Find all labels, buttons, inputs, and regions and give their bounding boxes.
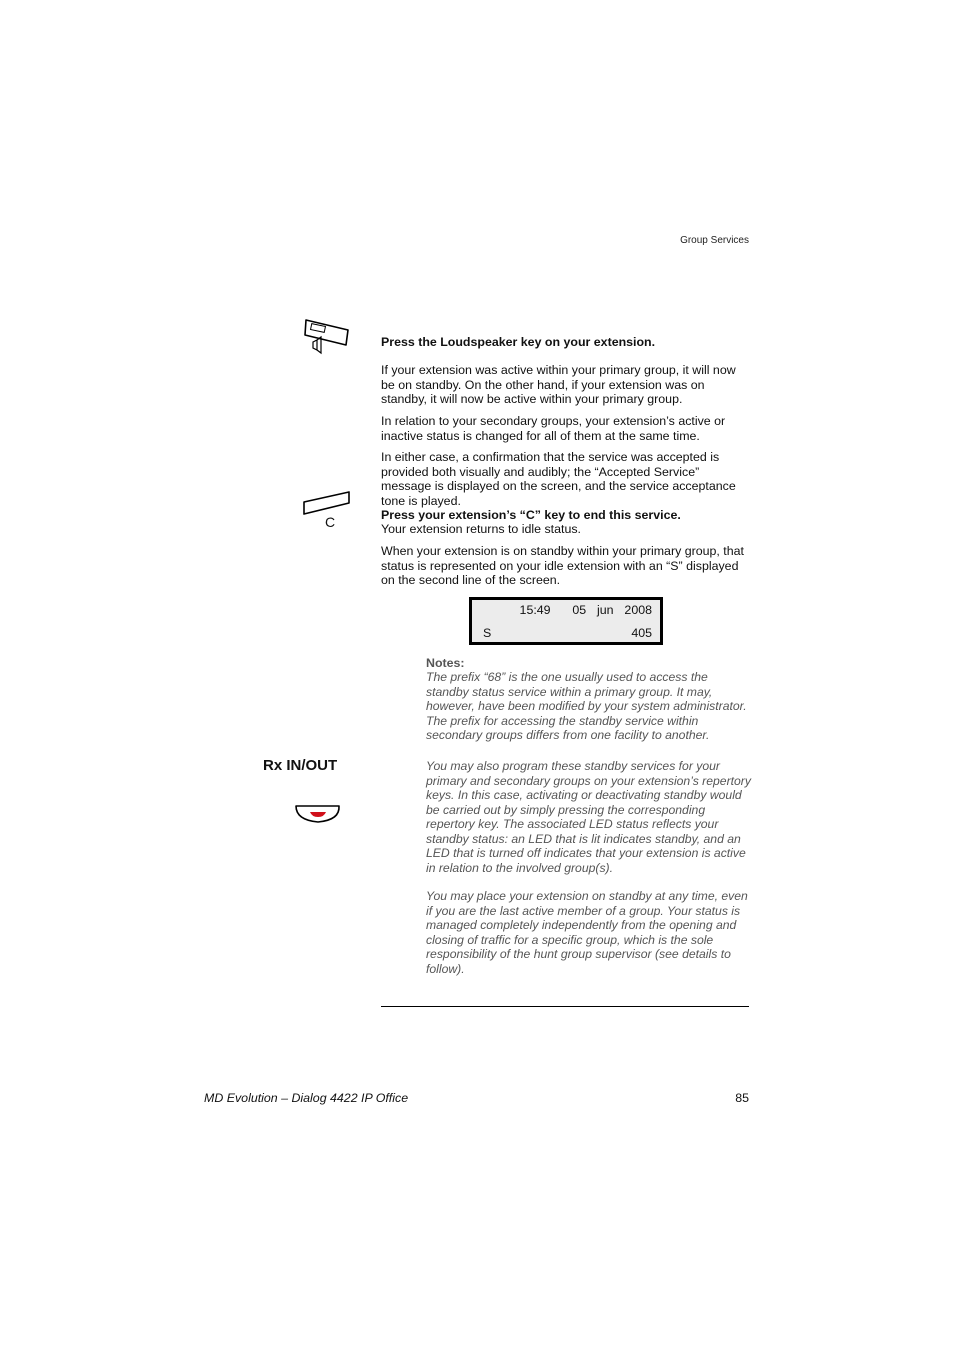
page-number: 85	[735, 1091, 749, 1105]
step1-paragraph-2: In relation to your secondary groups, your extension’s active or inactive status is changed for all of them at the same time.	[381, 414, 726, 443]
section-divider	[381, 1006, 749, 1007]
notes-title: Notes:	[426, 656, 465, 670]
loudspeaker-key-icon	[302, 318, 352, 356]
note-paragraph-2: You may also program these standby services for your primary and secondary groups on your extension’s repertory keys. In this case, activating or deactivating standby would be carried out by simply pressing the corresponding repertory key. The associated LED status reflects your standby status: an LED that is lit indicates standby, and an LED that is turned off indicates that your extension is active in relation to the involved group(s).	[426, 759, 751, 875]
note-paragraph-1: The prefix “68” is the one usually used to access the standby status service within a primary group. It may, however, have been modified by your system administrator. The prefix for accessing the standby service within secondary groups differs from one facility to another.	[426, 670, 747, 742]
display-status-letter: S	[483, 626, 492, 640]
c-key-label: C	[325, 514, 336, 530]
display-time: 15:49	[519, 603, 551, 617]
phone-display	[469, 597, 663, 645]
step2-result: Your extension returns to idle status.	[381, 522, 581, 536]
step2-paragraph-1: When your extension is on standby within your primary group, that status is represented on your idle extension with an “S” displayed on the second line of the screen.	[381, 544, 744, 587]
rx-key-label: Rx IN/OUT	[263, 757, 338, 774]
step1-paragraph-1: If your extension was active within your primary group, it will now be on standby. On the other hand, if your extension was on standby, it will now be active within your primary group.	[381, 363, 736, 406]
display-extension: 405	[631, 626, 652, 640]
step1-paragraph-3: In either case, a confirmation that the service was accepted is provided both visually and audibly; the “Accepted Service” message is displayed on the screen, and the service acceptance tone is played.	[381, 450, 736, 508]
repertory-key-led-icon	[294, 803, 342, 825]
display-date: 05 jun 2008	[572, 603, 652, 617]
step1-instruction: Press the Loudspeaker key on your extension.	[381, 335, 656, 349]
footer-title: MD Evolution – Dialog 4422 IP Office	[204, 1091, 409, 1105]
running-header: Group Services	[680, 235, 749, 246]
note-paragraph-3: You may place your extension on standby at any time, even if you are the last active member of a group. Your status is managed completely independently from the opening and closing of traffic for a specific group, which is the sole responsibility of the hunt group supervisor (see details to follow).	[426, 889, 748, 976]
display-date-line	[520, 603, 652, 617]
step2-instruction: Press your extension’s “C” key to end this service.	[381, 508, 681, 522]
